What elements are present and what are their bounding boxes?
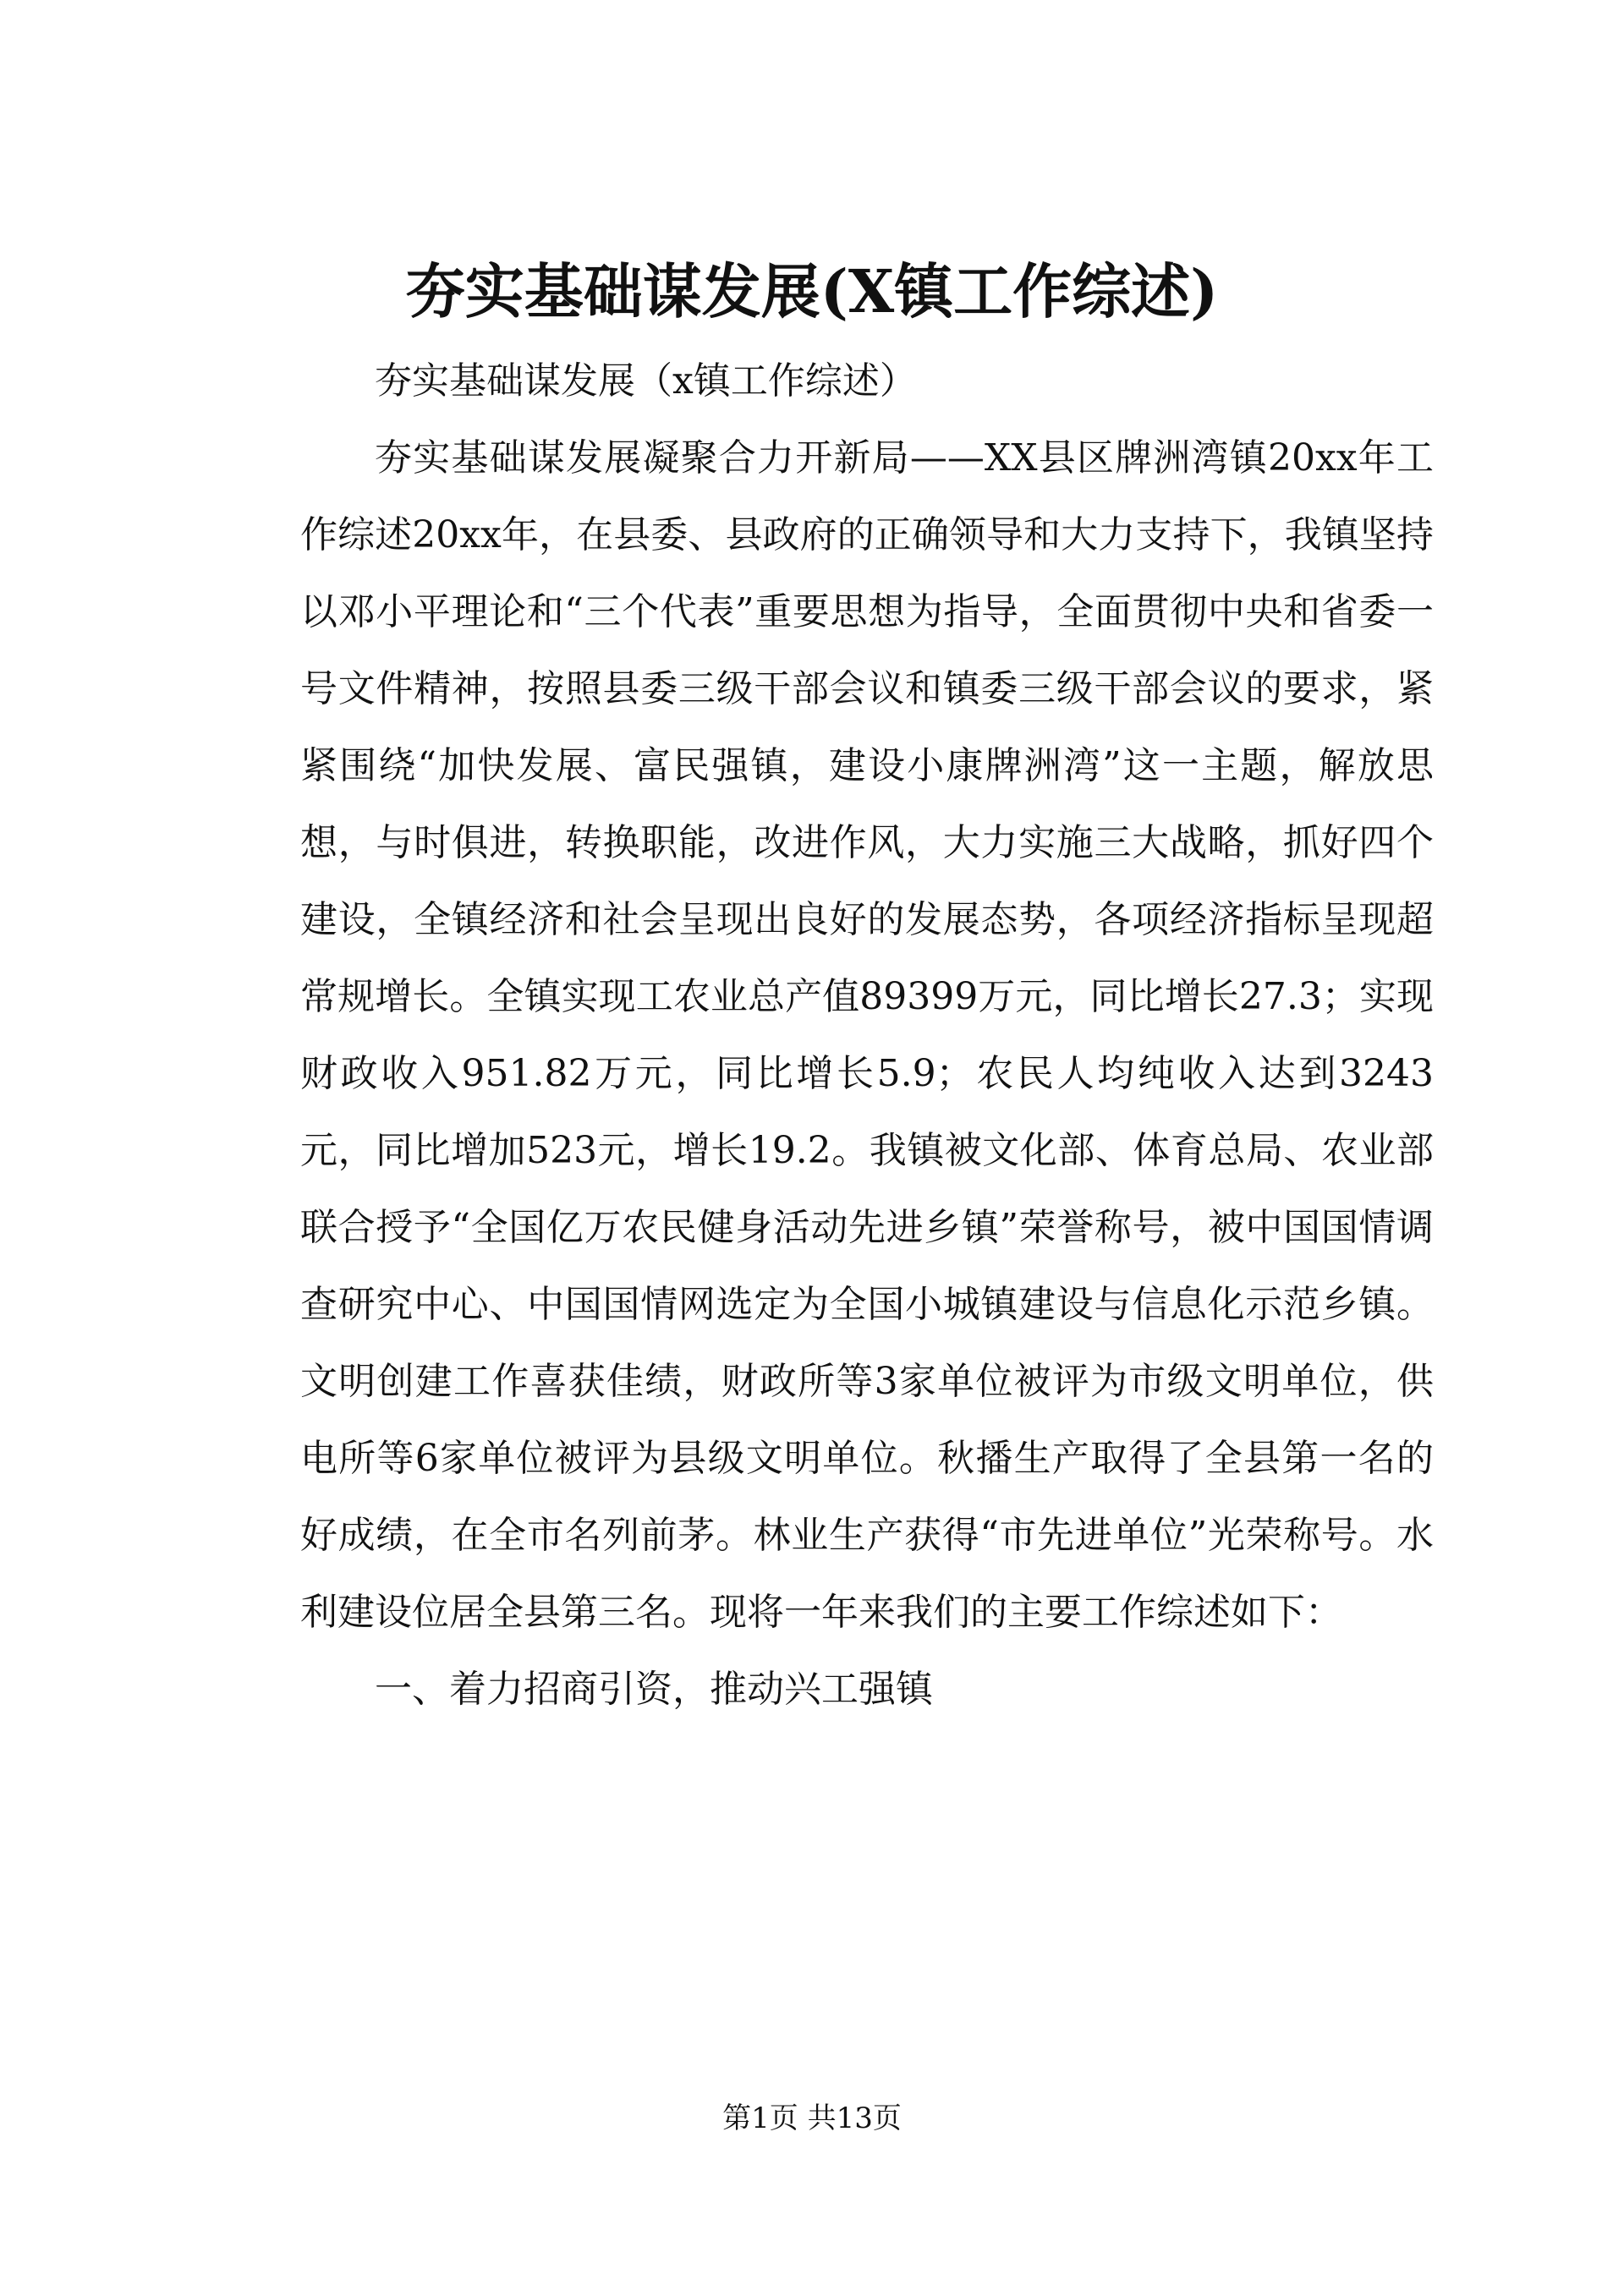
paragraph-main: 夯实基础谋发展凝聚合力开新局——XX县区牌洲湾镇20xx年工作综述20xx年，在县委、县政府的正确领导和大力支持下，我镇坚持以邓小平理论和“三个代表”重要思想为指导，全面贯彻中央和省委一号文件精神，按照县委三级干部会议和镇委三级干部会议的要求，紧紧围绕“加快发展、富民强镇，建设小康牌洲湾”这一主题，解放思想，与时俱进，转换职能，改进作风，大力实施三大战略，抓好四个建设，全镇经济和社会呈现出良好的发展态势，各项经济指标呈现超常规增长。全镇实现工农业总产值89399万元，同比增长27.3；实现财政收入951.82万元，同比增长5.9；农民人均纯收入达到3243元，同比增加523元，增长19.2。我镇被文化部、体育总局、农业部联合授予“全国亿万农民健身活动先进乡镇”荣誉称号，被中国国情调查研究中心、中国国情网选定为全国小城镇建设与信息化示范乡镇。文明创建工作喜获佳绩，财政所等3家单位被评为市级文明单位，供电所等6家单位被评为县级文明单位。秋播生产取得了全县第一名的好成绩，在全市名列前茅。林业生产获得“市先进单位”光荣称号。水利建设位居全县第三名。现将一年来我们的主要工作综述如下： <box>300 436 1434 1634</box>
page-footer: 第1页 共13页 <box>722 2101 902 2135</box>
paragraph-subtitle: 夯实基础谋发展（x镇工作综述） <box>375 359 917 403</box>
document-title: 夯实基础谋发展(X镇工作综述) <box>405 256 1219 326</box>
section-heading-1: 一、着力招商引资，推动兴工强镇 <box>375 1668 933 1711</box>
document-body <box>300 342 1434 1728</box>
